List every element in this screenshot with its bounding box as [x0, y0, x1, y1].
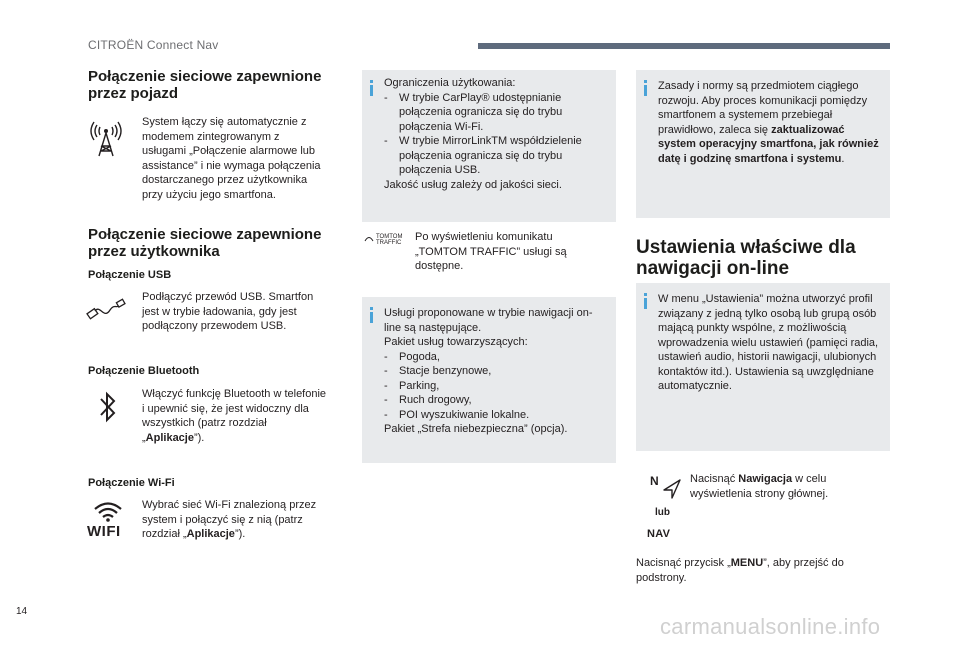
settings-text: W menu „Ustawienia” można utworzyć profil związany z jedną tylko osobą lub grupą osób mającą punkty wspólne, z możliwością wprowadzenia wielu ustawień (pamięci radia, ustawień audio, historii nawigacji, ulubionych kontaktów itd.). Ustawienia są uwzględniane automatycznie. [658, 293, 879, 392]
services-intro: Usługi proponowane w trybie nawigacji on-line są następujące. [384, 307, 593, 334]
nav-n-label: N [650, 474, 659, 488]
services-pack: Pakiet usług towarzyszących: [384, 336, 528, 348]
menu-text: Nacisnąć przycisk „MENU”, aby przejść do podstrony. [636, 557, 844, 584]
watermark: carmanualsonline.info [660, 614, 881, 639]
nav-button-label[interactable]: NAV [647, 528, 671, 540]
limits-box [362, 70, 616, 222]
services-item: - Pogoda, [384, 350, 440, 363]
header-title: CITROËN Connect Nav [88, 38, 219, 52]
wifi-icon-text: WIFI [87, 523, 121, 540]
wifi-icon [92, 500, 124, 522]
nav-or-label: lub [655, 507, 670, 518]
user-heading: Połączenie sieciowe zapewnione przez użytkownika [88, 226, 322, 260]
tomtom-logo-icon [364, 234, 374, 242]
wifi-label: Połączenie Wi-Fi [88, 477, 175, 489]
limits-title: Ograniczenia użytkowania: [384, 77, 516, 89]
tomtom-traffic-icon: TOMTOM TRAFFIC [364, 234, 410, 246]
antenna-icon [88, 118, 124, 158]
usb-text: Podłączyć przewód USB. Smartfon jest w trybie ładowania, gdy jest podłączony przewodem USB. [142, 291, 314, 332]
vehicle-text: System łączy się automatycznie z modemem zintegrowanym z usługami „Połączenie alarmowe lub assistance” i nie wymaga połączenia dostarczanego przez użytkownika przy użyciu jego smartfona. [142, 116, 321, 201]
usb-cable-icon [86, 296, 126, 326]
page-number: 14 [16, 606, 28, 617]
rules-text: Zasady i normy są przedmiotem ciągłego rozwoju. Aby proces komunikacji pomiędzy smartfonem a systemem przebiegał prawidłowo, zaleca się zaktualizować system operacyjny smartfona, jak również datę i godzinę smartfona i systemu. [658, 80, 879, 165]
info-icon [370, 307, 373, 323]
vehicle-heading: Połączenie sieciowe zapewnione przez pojazd [88, 68, 322, 102]
usb-label: Połączenie USB [88, 269, 172, 281]
limits-item: - W trybie CarPlay® udostępnianie połączenia ogranicza się do trybu połączenia Wi-Fi. [384, 91, 563, 133]
settings-box [636, 283, 890, 451]
bluetooth-label: Połączenie Bluetooth [88, 365, 200, 377]
limits-footer: Jakość usług zależy od jakości sieci. [384, 178, 562, 191]
bluetooth-text: Włączyć funkcję Bluetooth w telefonie i upewnić się, że jest widoczny dla wszystkich (patrz rozdział „Aplikacje”). [142, 388, 327, 444]
navigation-arrow-icon[interactable] [662, 478, 682, 500]
limits-item: - W trybie MirrorLinkTM współdzielenie połączenia ogranicza się do trybu połączenia USB. [384, 135, 582, 176]
settings-heading: Ustawienia właściwe dla nawigacji on-line [636, 237, 856, 279]
info-icon [644, 80, 647, 96]
services-box [362, 297, 616, 463]
info-icon [644, 293, 647, 309]
services-footer: Pakiet „Strefa niebezpieczna” (opcja). [384, 423, 568, 435]
bluetooth-icon [98, 390, 118, 424]
tomtom-text: Po wyświetleniu komunikatu „TOMTOM TRAFFIC” usługi są dostępne. [415, 231, 567, 272]
info-icon [370, 80, 373, 96]
services-item: - Parking, [384, 379, 440, 392]
rules-box [636, 70, 890, 218]
services-item: - Stacje benzynowe, [384, 365, 492, 377]
wifi-text: Wybrać sieć Wi-Fi znalezioną przez system i połączyć się z nią (patrz rozdział „Aplikacje”). [142, 499, 317, 540]
services-item: - POI wyszukiwanie lokalne. [384, 408, 530, 421]
nav-text: Nacisnąć Nawigacja w celu wyświetlenia strony głównej. [690, 473, 829, 500]
header-bar [478, 43, 890, 49]
services-item: - Ruch drogowy, [384, 394, 472, 406]
